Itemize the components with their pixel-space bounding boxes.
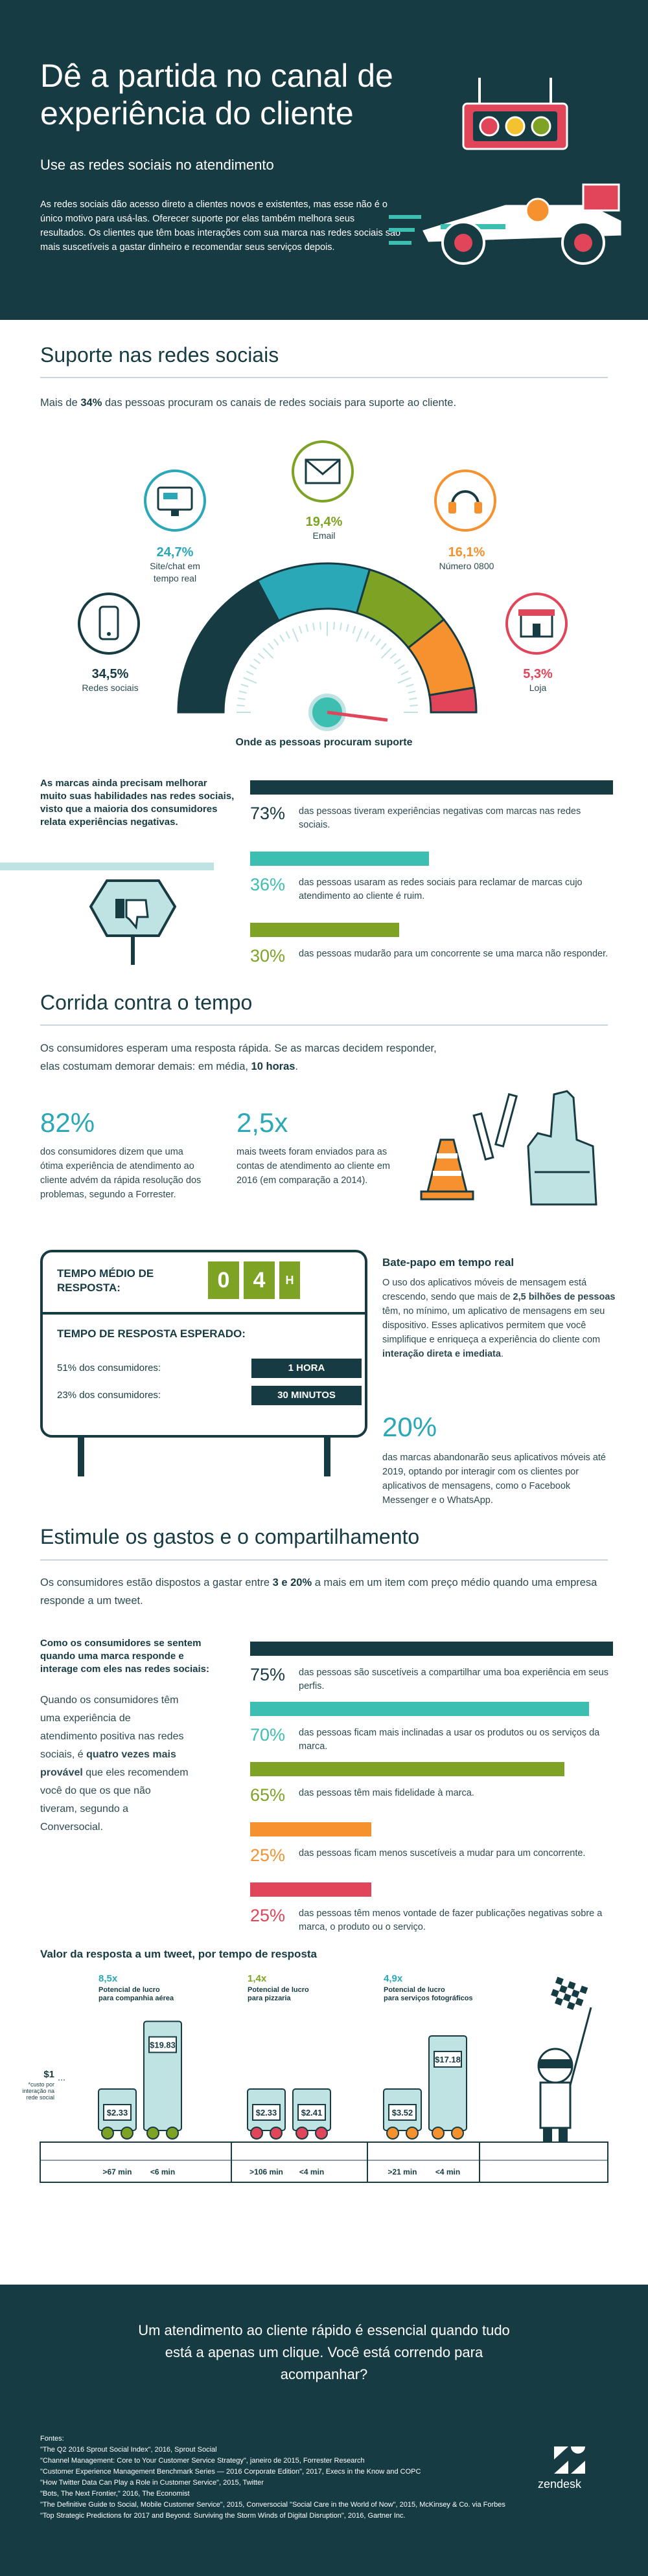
gauge-segment [257,563,369,621]
time-label: <6 min [150,2167,176,2176]
stat-bar [250,1702,589,1716]
wheel [102,2127,113,2139]
stat-bar-row [250,1762,613,1822]
stat-text: das pessoas são suscetíveis a compartilhar uma boa experiência em seus perfis. [299,1667,608,1691]
section2-lead: Os consumidores esperam uma resposta rápida. Se as marcas decidem responder, elas costumam demorar demais: em média, 10 horas. [40,1043,437,1072]
channel-label: Número 0800 [439,561,494,571]
stat-text: das pessoas têm mais fidelidade à marca. [299,1788,474,1798]
section1-lead: Mais de 34% das pessoas procuram os canais de redes sociais para suporte ao cliente. [40,397,457,409]
stat-bar [250,1882,371,1897]
channel-stat [136,545,214,585]
digit-tens: 0 [208,1261,239,1299]
stat-25x-number: 2,5x [237,1107,288,1138]
stat-text: das pessoas tiveram experiências negativas com marcas nas redes sociais. [299,806,581,830]
channel-stat [279,515,369,542]
race-car-icon [376,159,635,275]
channel-label: Loja [529,683,547,693]
foam-finger-icon [528,1091,596,1204]
group-multiplier: 8,5x [98,1973,118,1984]
value-bar-fast [429,2036,467,2130]
racer-flag-icon [538,1977,591,2142]
value-label: $2.33 [106,2108,128,2118]
stat-bar [250,1822,371,1836]
smartphone-icon [80,595,137,652]
store-icon [508,595,565,652]
wheel [147,2127,159,2139]
hero-header [0,0,648,320]
wheel [167,2127,178,2139]
source-item: "Customer Experience Management Benchmark Series — 2016 Corporate Edition", 2017, Execs in the Know and COPC [40,2468,421,2476]
stat-pct: 25% [250,1906,286,1925]
wheel [121,2127,133,2139]
call-to-action: Um atendimento ao cliente rápido é essencial quando tudo está a apenas um clique. Você está correndo para acompanhar? [138,2322,510,2382]
tweet-value-chart [22,1969,608,2202]
section-title-spending: Estimule os gastos e o compartilhamento [40,1525,420,1548]
source-item: "Bots, The Next Frontier," 2016, The Economist [40,2490,190,2498]
divider [40,1024,608,1026]
stat-bar [250,852,429,866]
stat-bar [250,780,613,795]
stat-bar-row [250,923,613,994]
board-post [324,1438,330,1476]
group-description: Potencial de lucro para serviços fotográficos [384,1986,473,2002]
stat-pct: 25% [250,1846,286,1865]
channel-pct: 16,1% [448,545,485,559]
stat-25x-text: mais tweets foram enviados para as contas de atendimento ao cliente em 2016 (em comparação a 2014). [237,1147,390,1186]
stat-pct: 70% [250,1725,286,1745]
source-item: "Channel Management: Core to Your Customer Service Strategy", janeiro de 2015, Forrester Research [40,2457,365,2465]
row1-value: 1 HORA [251,1359,362,1378]
thumbs-down-sign-icon [0,855,214,965]
page-title: Dê a partida no canal de experiência do cliente [40,58,393,131]
channel-label: Redes sociais [82,683,139,693]
divider [40,377,608,378]
stat-82-text: dos consumidores dizem que uma ótima experiência de atendimento ao cliente advém da rápida resolução dos problemas, segundo a Forrester. [40,1147,202,1200]
response-time-board [40,1250,367,1438]
stat-bar-row [250,1642,613,1702]
stat-20-text: das marcas abandonarão seus aplicativos móveis até 2019, optando por interagir com os clientes por aplicativos de mensagens, como o Facebook Messenger e o WhatsApp. [382,1452,606,1506]
avg-response-label: TEMPO MÉDIO DE RESPOSTA: [57,1267,154,1294]
sources [40,2434,507,2522]
wheel [387,2127,399,2139]
smartphone-badge [78,593,140,655]
stat-pct: 75% [250,1665,286,1684]
intro-text: As redes sociais dão acesso direto a clientes novos e existentes, mas esse não é o único motivo para usá-las. Oferecer suporte por elas também melhora seus resultados. Os clientes que têm boas interações com sua marca nas redes sociais são mais suscetíveis a gastar dinheiro e recomendar seus serviços depois. [40,199,401,253]
digit-units: 4 [244,1261,275,1299]
monitor-chat-icon [146,472,203,529]
source-item: "The Definitive Guide to Social, Mobile Customer Service", 2015, Conversocial "Social Care in the World of Now", 2015, McKinsey & Co. via Forbes [40,2501,505,2509]
stat-bar-row [250,1822,613,1882]
channel-pct: 34,5% [91,667,129,681]
wheel [452,2127,463,2139]
value-label: $19.83 [150,2040,176,2050]
channel-stat [415,545,518,572]
stat-pct: 30% [250,946,286,966]
zendesk-logo-icon [554,2446,585,2474]
stat-bar-row [250,852,613,923]
stat-pct: 36% [250,875,286,894]
channel-label: Email [312,530,336,541]
stat-bar-row [250,1702,613,1762]
stat-text: das pessoas ficam menos suscetíveis a mudar para um concorrente. [299,1848,586,1859]
stat-bar [250,923,399,937]
baseline-note: *custo por interação na rede social [22,2081,54,2101]
stat-bar-row [250,780,613,852]
row1-label: 51% dos consumidores: [57,1362,161,1373]
monitor-chat-badge [144,469,206,532]
divider [40,1559,608,1561]
source-item: "The Q2 2016 Sprout Social Index", 2016, Sprout Social [40,2446,217,2454]
stat-text: das pessoas têm menos vontade de fazer publicações negativas sobre a marca, o produto ou o serviço. [299,1908,603,1932]
value-label: $3.52 [391,2108,413,2118]
footer [0,2285,648,2576]
chat-text: O uso dos aplicativos móveis de mensagem está crescendo, sendo que mais de 2,5 bilhões de pessoas têm, no mínimo, um aplicativo de mensagens em seu dispositivo. Esses aplicativos permitem que você simplifique e enriqueça a experiência do cliente com interação direta e imediata. [382,1278,616,1359]
channel-pct: 5,3% [523,667,553,681]
wheel [270,2127,282,2139]
store-badge [505,593,568,655]
value-label: $2.41 [301,2108,323,2118]
stat-bar [250,1642,613,1656]
wheel [296,2127,308,2139]
value-label: $2.33 [255,2108,277,2118]
section-title-social-support: Suporte nas redes sociais [40,343,279,367]
hour-unit: H [279,1261,300,1299]
section-title-race: Corrida contra o tempo [40,991,253,1014]
envelope-icon [294,443,351,500]
stat-20-number: 20% [382,1412,437,1442]
stat-text: das pessoas ficam mais inclinadas a usar os produtos ou os serviços da marca. [299,1728,600,1752]
stat-text: das pessoas usaram as redes sociais para reclamar de marcas cujo atendimento ao cliente é ruim. [299,877,583,901]
board-post [78,1438,84,1476]
channel-stat [65,667,156,694]
gauge-caption: Onde as pessoas procuram suporte [235,737,413,748]
stat-bar [250,1762,564,1776]
wheel [432,2127,444,2139]
wrench-icon [474,1094,516,1160]
group-description: Potencial de lucro para pizzaria [248,1986,309,2002]
time-label: >67 min [102,2167,132,2176]
race-props-illustration [415,1075,609,1211]
time-label: <4 min [435,2167,461,2176]
stat-bar-row [250,1882,613,1943]
row2-label: 23% dos consumidores: [57,1390,161,1401]
tweet-chart-title: Valor da resposta a um tweet, por tempo de resposta [40,1948,318,1960]
baseline-value: $1 [43,2069,54,2080]
section3-side-text: Quando os consumidores têm uma experiência de atendimento positiva nas redes sociais, é quatro vezes mais provável que eles recomendem você do que os que não tiveram, segundo a Conversocial. [40,1695,189,1833]
source-item: "Top Strategic Predictions for 2017 and Beyond: Surviving the Storm Winds of Digital Disruption", 2016, Gartner Inc. [40,2512,406,2520]
section3-lead: Os consumidores estão dispostos a gastar entre 3 e 20% a mais em um item com preço médio quando uma empresa responde a um tweet. [40,1577,597,1607]
channel-pct: 24,7% [156,545,194,559]
time-label: >106 min [249,2167,283,2176]
wheel [251,2127,262,2139]
traffic-cone-icon [421,1140,473,1199]
wheel [316,2127,327,2139]
side-note: As marcas ainda precisam melhorar muito suas habilidades nas redes sociais, visto que a maioria dos consumidores relata experiências negativas. [40,778,235,828]
group-description: Potencial de lucro para companhia aérea [98,1986,174,2002]
zendesk-wordmark: zendesk [538,2478,582,2491]
row2-value: 30 MINUTOS [251,1386,362,1405]
wheel [406,2127,418,2139]
stat-82-number: 82% [40,1107,95,1138]
chat-title: Bate-papo em tempo real [382,1256,515,1269]
channel-stat [502,667,573,694]
group-multiplier: 4,9x [384,1973,403,1984]
expected-response-label: TEMPO DE RESPOSTA ESPERADO: [57,1328,246,1340]
sources-title: Fontes: [40,2435,64,2443]
source-item: "How Twitter Data Can Play a Role in Customer Service", 2015, Twitter [40,2479,264,2487]
channel-pct: 19,4% [305,515,343,529]
page-subtitle: Use as redes sociais no atendimento [40,157,274,173]
stat-pct: 65% [250,1785,286,1805]
headset-icon [437,472,494,529]
headset-badge [434,469,496,532]
group-multiplier: 1,4x [248,1973,267,1984]
stat-text: das pessoas mudarão para um concorrente se uma marca não responder. [299,949,608,959]
envelope-badge [292,440,354,503]
time-label: <4 min [299,2167,325,2176]
section3-side-title: Como os consumidores se sentem quando uma marca responde e interage com eles nas redes sociais: [40,1638,209,1675]
value-label: $17.18 [435,2054,461,2064]
channel-label: Site/chat em tempo real [150,561,200,583]
time-label: >21 min [388,2167,417,2176]
stat-pct: 73% [250,804,286,823]
